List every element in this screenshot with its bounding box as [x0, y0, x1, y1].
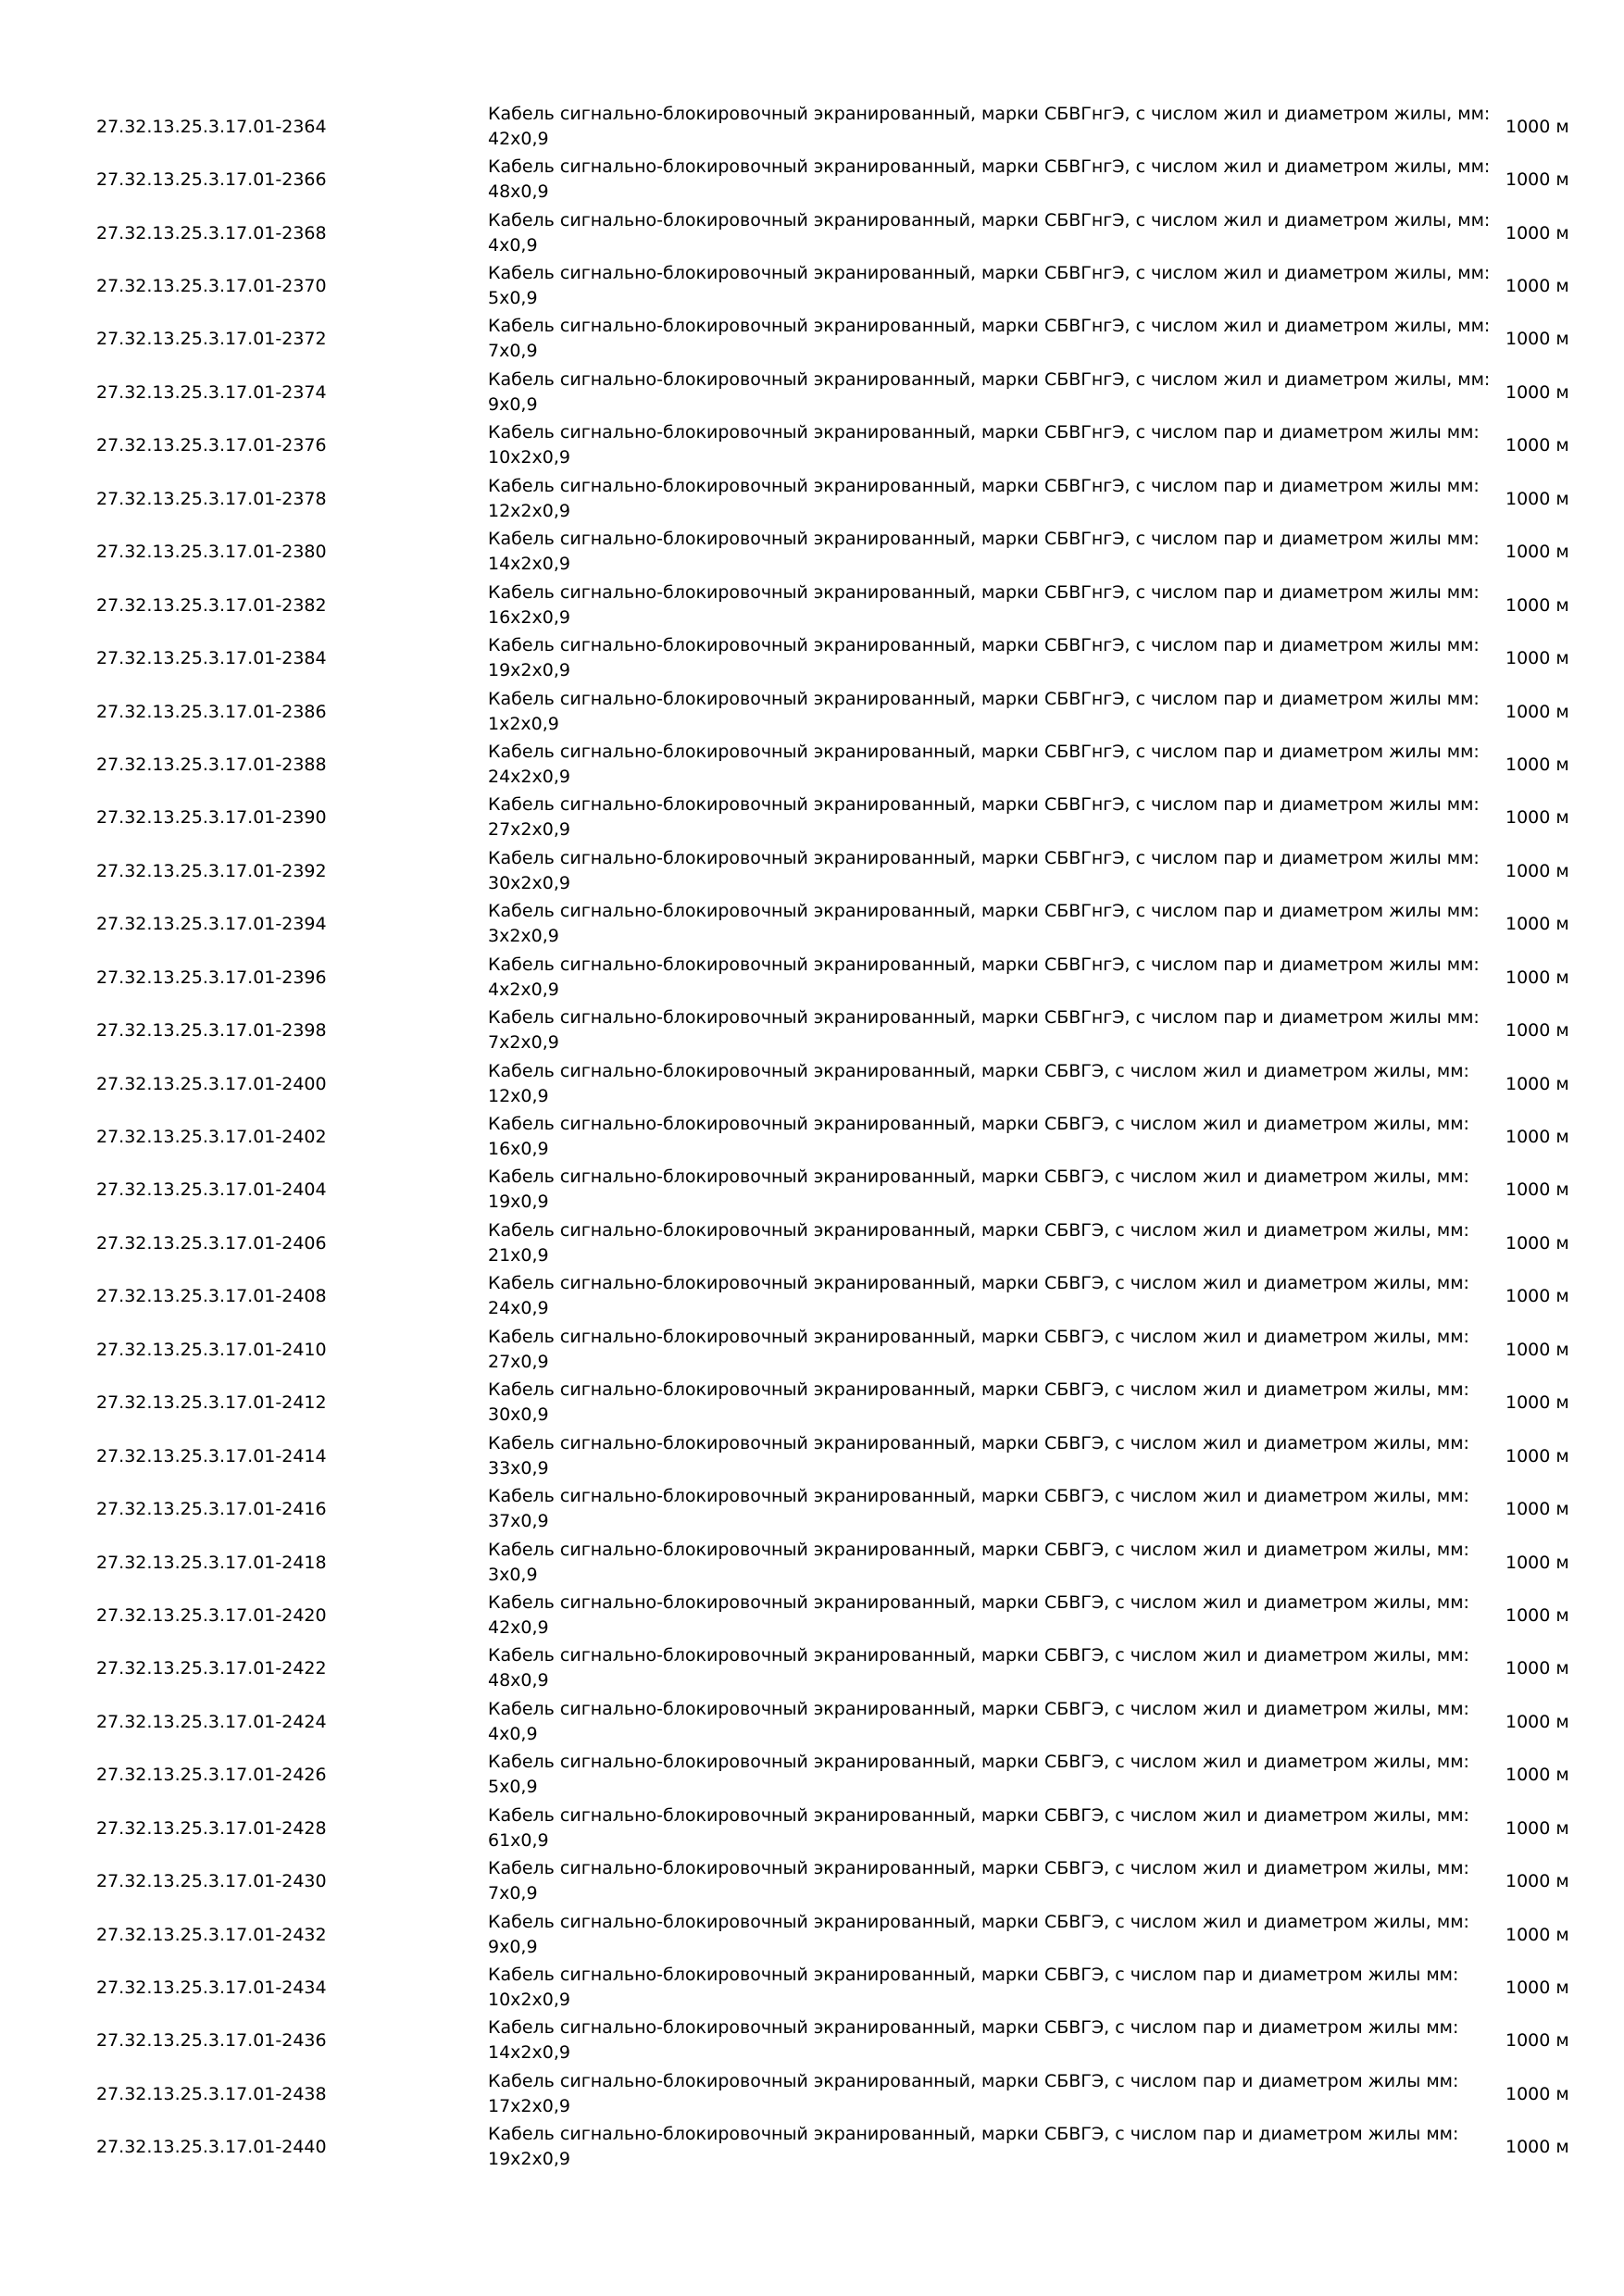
- table-row: [96, 1749, 1578, 1802]
- table-row: [96, 1429, 1578, 1482]
- unit-of-measure: 1000 м: [1505, 807, 1569, 829]
- table-row: [96, 1164, 1578, 1217]
- resource-description: Кабель сигнально-блокировочный экранированный, марки СБВГЭ, с числом жил и диаметром жилы, мм: 21х0,9: [488, 1219, 1469, 1266]
- unit-of-measure: 1000 м: [1505, 914, 1569, 935]
- resource-code: 27.32.13.25.3.17.01-2404: [96, 1179, 327, 1201]
- resource-description: Кабель сигнально-блокировочный экранированный, марки СБВГЭ, с числом жил и диаметром жилы, мм: 30х0,9: [488, 1379, 1469, 1426]
- table-row: [96, 1004, 1578, 1056]
- unit-of-measure: 1000 м: [1505, 648, 1569, 669]
- unit-of-measure: 1000 м: [1505, 2083, 1569, 2104]
- resource-description: Кабель сигнально-блокировочный экранированный, марки СБВГЭ, с числом жил и диаметром жилы, мм: 61х0,9: [488, 1804, 1469, 1851]
- table-row: [96, 1536, 1578, 1589]
- resource-code: 27.32.13.25.3.17.01-2432: [96, 1924, 327, 1945]
- table-row: [96, 2015, 1578, 2067]
- table-row: [96, 1908, 1578, 1961]
- table-row: [96, 419, 1578, 472]
- table-row: [96, 951, 1578, 1004]
- table-row: [96, 259, 1578, 312]
- resource-code: 27.32.13.25.3.17.01-2378: [96, 488, 327, 509]
- resource-description: Кабель сигнально-блокировочный экранированный, марки СБВГЭ, с числом жил и диаметром жилы, мм: 19х0,9: [488, 1167, 1469, 1213]
- unit-of-measure: 1000 м: [1505, 116, 1569, 137]
- resource-code: 27.32.13.25.3.17.01-2428: [96, 1817, 327, 1839]
- table-row: [96, 685, 1578, 738]
- resource-code: 27.32.13.25.3.17.01-2382: [96, 594, 327, 616]
- resource-description: Кабель сигнально-блокировочный экранированный, марки СБВГЭ, с числом жил и диаметром жилы, мм: 37х0,9: [488, 1486, 1469, 1532]
- table-row: [96, 313, 1578, 366]
- resource-code: 27.32.13.25.3.17.01-2434: [96, 1978, 327, 1999]
- resource-code: 27.32.13.25.3.17.01-2376: [96, 435, 327, 456]
- resource-code: 27.32.13.25.3.17.01-2440: [96, 2137, 327, 2158]
- resource-code: 27.32.13.25.3.17.01-2370: [96, 276, 327, 297]
- resource-code: 27.32.13.25.3.17.01-2438: [96, 2083, 327, 2104]
- table-row: [96, 898, 1578, 951]
- resource-description: Кабель сигнально-блокировочный экранированный, марки СБВГнгЭ, с числом жил и диаметром жилы, мм: 48х0,9: [488, 156, 1491, 203]
- resource-description: Кабель сигнально-блокировочный экранированный, марки СБВГЭ, с числом жил и диаметром жилы, мм: 5х0,9: [488, 1752, 1469, 1798]
- resource-code: 27.32.13.25.3.17.01-2406: [96, 1232, 327, 1254]
- price-list-table: [96, 100, 1578, 2174]
- resource-code: 27.32.13.25.3.17.01-2392: [96, 860, 327, 881]
- unit-of-measure: 1000 м: [1505, 701, 1569, 722]
- table-row: [96, 206, 1578, 259]
- resource-code: 27.32.13.25.3.17.01-2388: [96, 754, 327, 775]
- resource-description: Кабель сигнально-блокировочный экранированный, марки СБВГнгЭ, с числом пар и диаметром жилы мм: 7х2х0,9: [488, 1007, 1480, 1054]
- resource-description: Кабель сигнально-блокировочный экранированный, марки СБВГЭ, с числом жил и диаметром жилы, мм: 27х0,9: [488, 1326, 1469, 1372]
- resource-code: 27.32.13.25.3.17.01-2384: [96, 648, 327, 669]
- table-row: [96, 153, 1578, 206]
- table-row: [96, 792, 1578, 844]
- price-list-body: [96, 100, 1578, 2174]
- resource-description: Кабель сигнально-блокировочный экранированный, марки СБВГнгЭ, с числом пар и диаметром жилы мм: 14х2х0,9: [488, 529, 1480, 575]
- unit-of-measure: 1000 м: [1505, 1658, 1569, 1679]
- unit-of-measure: 1000 м: [1505, 2030, 1569, 2052]
- unit-of-measure: 1000 м: [1505, 1339, 1569, 1360]
- resource-code: 27.32.13.25.3.17.01-2386: [96, 701, 327, 722]
- table-row: [96, 526, 1578, 579]
- table-row: [96, 1217, 1578, 1269]
- resource-code: 27.32.13.25.3.17.01-2412: [96, 1392, 327, 1414]
- unit-of-measure: 1000 м: [1505, 1871, 1569, 1892]
- unit-of-measure: 1000 м: [1505, 1286, 1569, 1307]
- resource-description: Кабель сигнально-блокировочный экранированный, марки СБВГнгЭ, с числом жил и диаметром жилы, мм: 4х0,9: [488, 209, 1491, 256]
- resource-code: 27.32.13.25.3.17.01-2372: [96, 329, 327, 350]
- resource-code: 27.32.13.25.3.17.01-2366: [96, 169, 327, 191]
- table-row: [96, 1482, 1578, 1535]
- resource-code: 27.32.13.25.3.17.01-2380: [96, 542, 327, 563]
- resource-code: 27.32.13.25.3.17.01-2390: [96, 807, 327, 829]
- resource-description: Кабель сигнально-блокировочный экранированный, марки СБВГнгЭ, с числом пар и диаметром жилы мм: 27х2х0,9: [488, 794, 1480, 841]
- table-row: [96, 1802, 1578, 1854]
- table-row: [96, 2121, 1578, 2174]
- unit-of-measure: 1000 м: [1505, 1179, 1569, 1201]
- table-row: [96, 100, 1578, 153]
- unit-of-measure: 1000 м: [1505, 276, 1569, 297]
- unit-of-measure: 1000 м: [1505, 1817, 1569, 1839]
- resource-description: Кабель сигнально-блокировочный экранированный, марки СБВГЭ, с числом пар и диаметром жилы мм: 14х2х0,9: [488, 2017, 1459, 2064]
- table-row: [96, 579, 1578, 631]
- resource-description: Кабель сигнально-блокировочный экранированный, марки СБВГЭ, с числом жил и диаметром жилы, мм: 24х0,9: [488, 1273, 1469, 1319]
- resource-code: 27.32.13.25.3.17.01-2402: [96, 1127, 327, 1148]
- resource-code: 27.32.13.25.3.17.01-2410: [96, 1339, 327, 1360]
- resource-description: Кабель сигнально-блокировочный экранированный, марки СБВГЭ, с числом жил и диаметром жилы, мм: 3х0,9: [488, 1539, 1469, 1585]
- unit-of-measure: 1000 м: [1505, 1924, 1569, 1945]
- resource-description: Кабель сигнально-блокировочный экранированный, марки СБВГЭ, с числом жил и диаметром жилы, мм: 4х0,9: [488, 1698, 1469, 1744]
- unit-of-measure: 1000 м: [1505, 1073, 1569, 1094]
- resource-description: Кабель сигнально-блокировочный экранированный, марки СБВГЭ, с числом жил и диаметром жилы, мм: 12х0,9: [488, 1060, 1469, 1106]
- table-row: [96, 1642, 1578, 1695]
- table-row: [96, 1323, 1578, 1376]
- unit-of-measure: 1000 м: [1505, 542, 1569, 563]
- unit-of-measure: 1000 м: [1505, 1127, 1569, 1148]
- unit-of-measure: 1000 м: [1505, 1978, 1569, 1999]
- unit-of-measure: 1000 м: [1505, 488, 1569, 509]
- table-row: [96, 738, 1578, 791]
- resource-code: 27.32.13.25.3.17.01-2424: [96, 1711, 327, 1732]
- table-row: [96, 1695, 1578, 1748]
- table-row: [96, 1270, 1578, 1323]
- resource-code: 27.32.13.25.3.17.01-2436: [96, 2030, 327, 2052]
- unit-of-measure: 1000 м: [1505, 1499, 1569, 1520]
- unit-of-measure: 1000 м: [1505, 1445, 1569, 1466]
- resource-description: Кабель сигнально-блокировочный экранированный, марки СБВГнгЭ, с числом пар и диаметром жилы мм: 1х2х0,9: [488, 688, 1480, 734]
- unit-of-measure: 1000 м: [1505, 1765, 1569, 1786]
- resource-description: Кабель сигнально-блокировочный экранированный, марки СБВГЭ, с числом жил и диаметром жилы, мм: 33х0,9: [488, 1432, 1469, 1479]
- resource-description: Кабель сигнально-блокировочный экранированный, марки СБВГЭ, с числом жил и диаметром жилы, мм: 9х0,9: [488, 1911, 1469, 1957]
- table-row: [96, 844, 1578, 897]
- resource-code: 27.32.13.25.3.17.01-2426: [96, 1765, 327, 1786]
- unit-of-measure: 1000 м: [1505, 1020, 1569, 1042]
- unit-of-measure: 1000 м: [1505, 2137, 1569, 2158]
- resource-description: Кабель сигнально-блокировочный экранированный, марки СБВГЭ, с числом пар и диаметром жилы мм: 17х2х0,9: [488, 2070, 1459, 2116]
- table-row: [96, 472, 1578, 525]
- unit-of-measure: 1000 м: [1505, 967, 1569, 988]
- unit-of-measure: 1000 м: [1505, 222, 1569, 243]
- resource-description: Кабель сигнально-блокировочный экранированный, марки СБВГнгЭ, с числом пар и диаметром жилы мм: 16х2х0,9: [488, 581, 1480, 628]
- unit-of-measure: 1000 м: [1505, 754, 1569, 775]
- resource-description: Кабель сигнально-блокировочный экранированный, марки СБВГнгЭ, с числом жил и диаметром жилы, мм: 9х0,9: [488, 368, 1491, 415]
- unit-of-measure: 1000 м: [1505, 1392, 1569, 1414]
- unit-of-measure: 1000 м: [1505, 594, 1569, 616]
- resource-description: Кабель сигнально-блокировочный экранированный, марки СБВГнгЭ, с числом жил и диаметром жилы, мм: 42х0,9: [488, 103, 1491, 149]
- resource-description: Кабель сигнально-блокировочный экранированный, марки СБВГЭ, с числом жил и диаметром жилы, мм: 42х0,9: [488, 1591, 1469, 1638]
- resource-code: 27.32.13.25.3.17.01-2364: [96, 116, 327, 137]
- unit-of-measure: 1000 м: [1505, 381, 1569, 403]
- table-row: [96, 1057, 1578, 1110]
- unit-of-measure: 1000 м: [1505, 169, 1569, 191]
- resource-description: Кабель сигнально-блокировочный экранированный, марки СБВГнгЭ, с числом пар и диаметром жилы мм: 12х2х0,9: [488, 475, 1480, 521]
- resource-code: 27.32.13.25.3.17.01-2368: [96, 222, 327, 243]
- resource-description: Кабель сигнально-блокировочный экранированный, марки СБВГЭ, с числом жил и диаметром жилы, мм: 48х0,9: [488, 1645, 1469, 1691]
- unit-of-measure: 1000 м: [1505, 1711, 1569, 1732]
- resource-description: Кабель сигнально-блокировочный экранированный, марки СБВГнгЭ, с числом пар и диаметром жилы мм: 10х2х0,9: [488, 422, 1480, 468]
- table-row: [96, 1854, 1578, 1907]
- resource-code: 27.32.13.25.3.17.01-2422: [96, 1658, 327, 1679]
- resource-description: Кабель сигнально-блокировочный экранированный, марки СБВГнгЭ, с числом жил и диаметром жилы, мм: 7х0,9: [488, 316, 1491, 362]
- table-row: [96, 1589, 1578, 1641]
- resource-description: Кабель сигнально-блокировочный экранированный, марки СБВГЭ, с числом жил и диаметром жилы, мм: 16х0,9: [488, 1114, 1469, 1160]
- unit-of-measure: 1000 м: [1505, 1604, 1569, 1626]
- resource-code: 27.32.13.25.3.17.01-2414: [96, 1445, 327, 1466]
- unit-of-measure: 1000 м: [1505, 1232, 1569, 1254]
- table-row: [96, 631, 1578, 684]
- resource-code: 27.32.13.25.3.17.01-2396: [96, 967, 327, 988]
- table-row: [96, 2067, 1578, 2120]
- unit-of-measure: 1000 м: [1505, 435, 1569, 456]
- resource-description: Кабель сигнально-блокировочный экранированный, марки СБВГнгЭ, с числом пар и диаметром жилы мм: 3х2х0,9: [488, 901, 1480, 947]
- resource-description: Кабель сигнально-блокировочный экранированный, марки СБВГЭ, с числом жил и диаметром жилы, мм: 7х0,9: [488, 1858, 1469, 1904]
- resource-code: 27.32.13.25.3.17.01-2418: [96, 1552, 327, 1573]
- resource-description: Кабель сигнально-блокировочный экранированный, марки СБВГЭ, с числом пар и диаметром жилы мм: 10х2х0,9: [488, 1965, 1459, 2011]
- table-row: [96, 366, 1578, 418]
- table-row: [96, 1377, 1578, 1429]
- resource-code: 27.32.13.25.3.17.01-2394: [96, 914, 327, 935]
- resource-description: Кабель сигнально-блокировочный экранированный, марки СБВГнгЭ, с числом жил и диаметром жилы, мм: 5х0,9: [488, 263, 1491, 309]
- resource-description: Кабель сигнально-блокировочный экранированный, марки СБВГнгЭ, с числом пар и диаметром жилы мм: 24х2х0,9: [488, 741, 1480, 787]
- resource-description: Кабель сигнально-блокировочный экранированный, марки СБВГнгЭ, с числом пар и диаметром жилы мм: 19х2х0,9: [488, 635, 1480, 681]
- resource-description: Кабель сигнально-блокировочный экранированный, марки СБВГЭ, с числом пар и диаметром жилы мм: 19х2х0,9: [488, 2124, 1459, 2170]
- unit-of-measure: 1000 м: [1505, 329, 1569, 350]
- resource-code: 27.32.13.25.3.17.01-2430: [96, 1871, 327, 1892]
- resource-code: 27.32.13.25.3.17.01-2416: [96, 1499, 327, 1520]
- unit-of-measure: 1000 м: [1505, 860, 1569, 881]
- resource-code: 27.32.13.25.3.17.01-2374: [96, 381, 327, 403]
- table-row: [96, 1110, 1578, 1163]
- resource-description: Кабель сигнально-блокировочный экранированный, марки СБВГнгЭ, с числом пар и диаметром жилы мм: 30х2х0,9: [488, 847, 1480, 893]
- table-row: [96, 1961, 1578, 2014]
- unit-of-measure: 1000 м: [1505, 1552, 1569, 1573]
- resource-code: 27.32.13.25.3.17.01-2400: [96, 1073, 327, 1094]
- resource-description: Кабель сигнально-блокировочный экранированный, марки СБВГнгЭ, с числом пар и диаметром жилы мм: 4х2х0,9: [488, 954, 1480, 1000]
- resource-code: 27.32.13.25.3.17.01-2408: [96, 1286, 327, 1307]
- resource-code: 27.32.13.25.3.17.01-2398: [96, 1020, 327, 1042]
- resource-code: 27.32.13.25.3.17.01-2420: [96, 1604, 327, 1626]
